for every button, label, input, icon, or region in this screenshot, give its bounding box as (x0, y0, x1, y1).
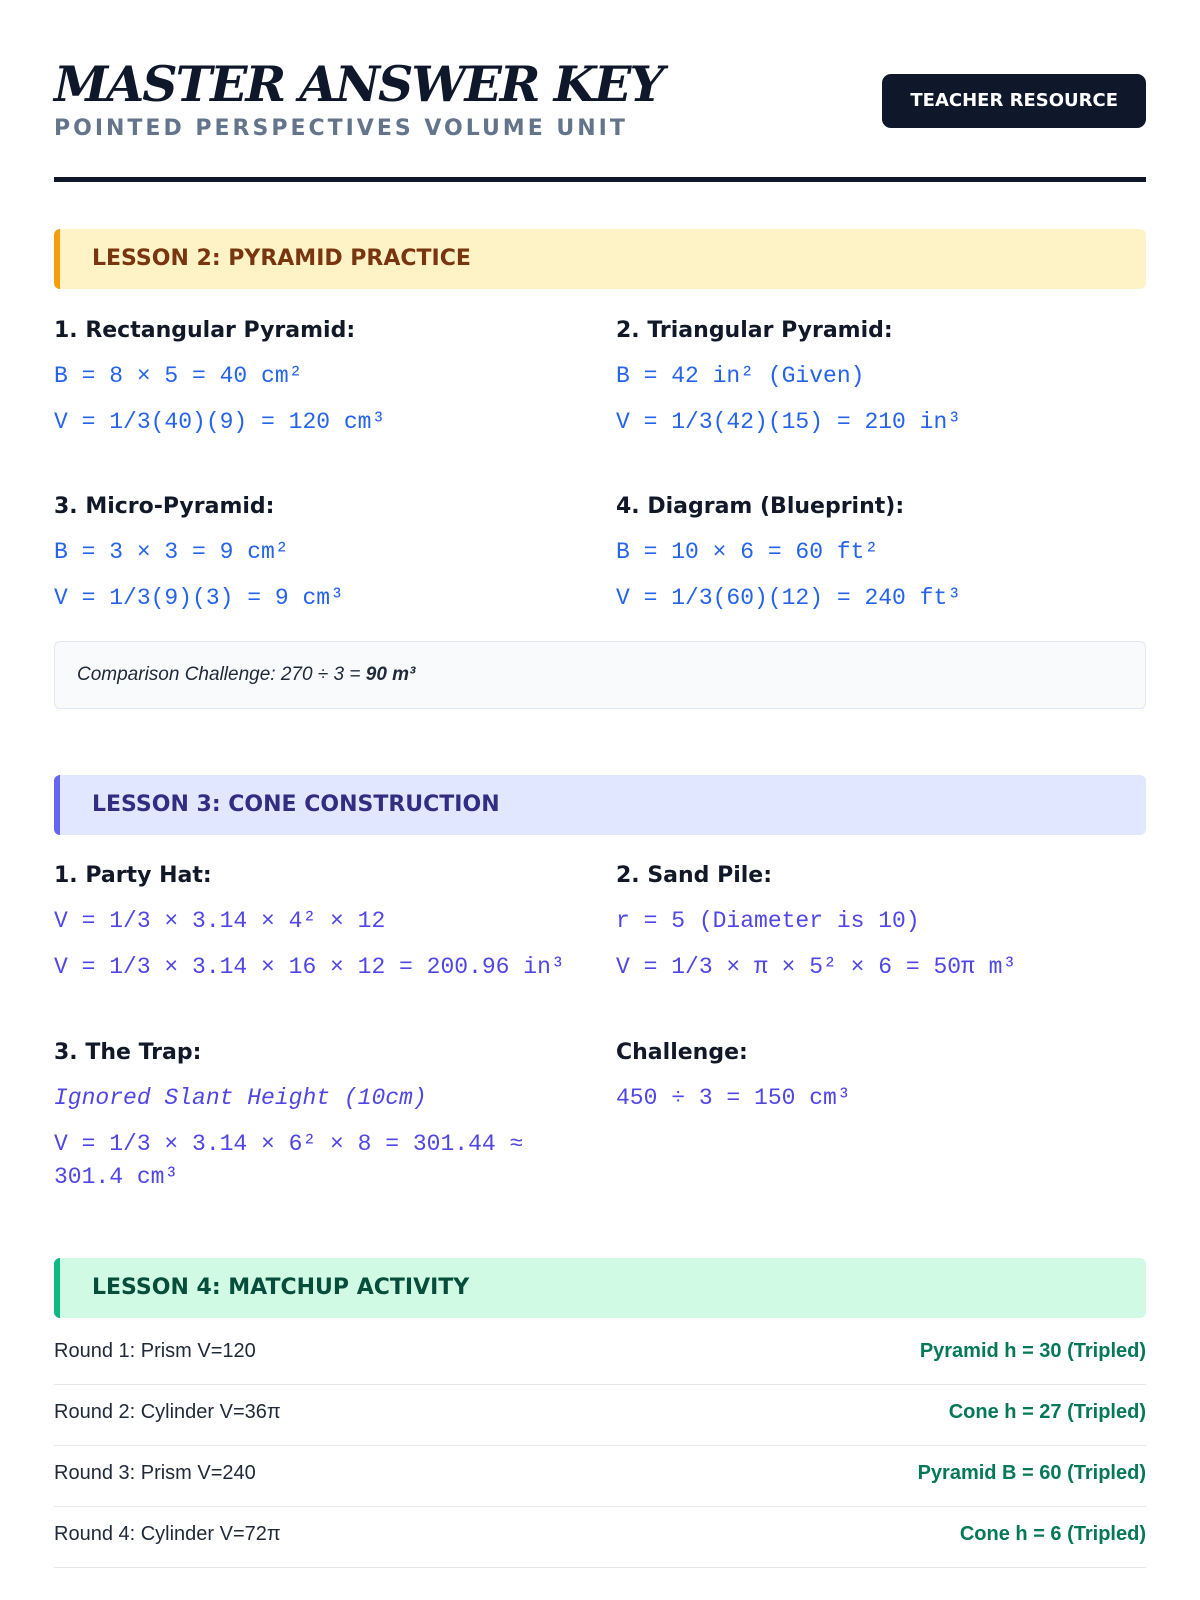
problem-title: 3. Micro-Pyramid: (54, 494, 275, 519)
comparison-label: Comparison Challenge: 270 ÷ 3 = (77, 664, 366, 685)
problem-title: 3. The Trap: (54, 1040, 202, 1065)
problem-line: V = 1/3 × 3.14 × 16 × 12 = 200.96 in³ (54, 954, 565, 980)
round-prompt: Round 3: Prism V=240 (54, 1462, 256, 1484)
list-item (54, 1507, 1146, 1568)
round-prompt: Round 1: Prism V=120 (54, 1340, 256, 1362)
problem-line: V = 1/3 × π × 5² × 6 = 50π m³ (616, 954, 1017, 980)
problem-line: V = 1/3(40)(9) = 120 cm³ (54, 409, 386, 435)
list-item (54, 1324, 1146, 1385)
lesson2-problem-1 (54, 316, 594, 439)
problem-line: V = 1/3(60)(12) = 240 ft³ (616, 585, 962, 611)
round-answer: Pyramid B = 60 (Tripled) (917, 1462, 1146, 1484)
problem-line: V = 1/3 × 3.14 × 6² × 8 = 301.44 ≈ 301.4 cm³ (54, 1131, 524, 1190)
problem-line: B = 8 × 5 = 40 cm² (54, 363, 303, 389)
round-prompt: Round 2: Cylinder V=36π (54, 1401, 281, 1423)
matchup-rounds (54, 1324, 1146, 1568)
problem-title: 2. Triangular Pyramid: (616, 318, 893, 343)
problem-line: 450 ÷ 3 = 150 cm³ (616, 1085, 851, 1111)
problem-line: V = 1/3(9)(3) = 9 cm³ (54, 585, 344, 611)
problem-line: V = 1/3 × 3.14 × 4² × 12 (54, 908, 386, 934)
page-subtitle: POINTED PERSPECTIVES VOLUME UNIT (54, 116, 628, 141)
lesson3-problem-1 (54, 861, 594, 984)
round-answer: Pyramid h = 30 (Tripled) (919, 1340, 1146, 1362)
round-answer: Cone h = 27 (Tripled) (948, 1401, 1146, 1423)
problem-line: V = 1/3(42)(15) = 210 in³ (616, 409, 962, 435)
lesson3-challenge (616, 1038, 1156, 1115)
problem-title: 2. Sand Pile: (616, 863, 773, 888)
lesson3-problem-3 (54, 1038, 554, 1194)
problem-title: 1. Party Hat: (54, 863, 212, 888)
problem-title: 1. Rectangular Pyramid: (54, 318, 356, 343)
answer-key-page (54, 0, 1146, 1545)
problem-line: r = 5 (Diameter is 10) (616, 908, 920, 934)
comparison-answer: 90 m³ (365, 664, 416, 685)
lesson2-problem-2 (616, 316, 1156, 439)
comparison-challenge (54, 641, 1146, 709)
list-item (54, 1446, 1146, 1507)
lesson3-problem-2 (616, 861, 1156, 984)
problem-line: Ignored Slant Height (10cm) (54, 1085, 427, 1111)
list-item (54, 1385, 1146, 1446)
lesson4-banner: LESSON 4: MATCHUP ACTIVITY (54, 1258, 1146, 1318)
lesson2-banner: LESSON 2: PYRAMID PRACTICE (54, 229, 1146, 289)
round-answer: Cone h = 6 (Tripled) (959, 1523, 1146, 1545)
problem-title: Challenge: (616, 1040, 748, 1065)
problem-title: 4. Diagram (Blueprint): (616, 494, 905, 519)
problem-line: B = 3 × 3 = 9 cm² (54, 539, 289, 565)
round-prompt: Round 4: Cylinder V=72π (54, 1523, 281, 1545)
page-title: MASTER ANSWER KEY (54, 55, 663, 113)
teacher-resource-badge: TEACHER RESOURCE (882, 74, 1146, 128)
problem-line: B = 42 in² (Given) (616, 363, 865, 389)
page-header (54, 0, 1146, 182)
lesson2-problem-4 (616, 492, 1156, 615)
lesson3-banner: LESSON 3: CONE CONSTRUCTION (54, 775, 1146, 835)
lesson2-problem-3 (54, 492, 594, 615)
problem-line: B = 10 × 6 = 60 ft² (616, 539, 879, 565)
